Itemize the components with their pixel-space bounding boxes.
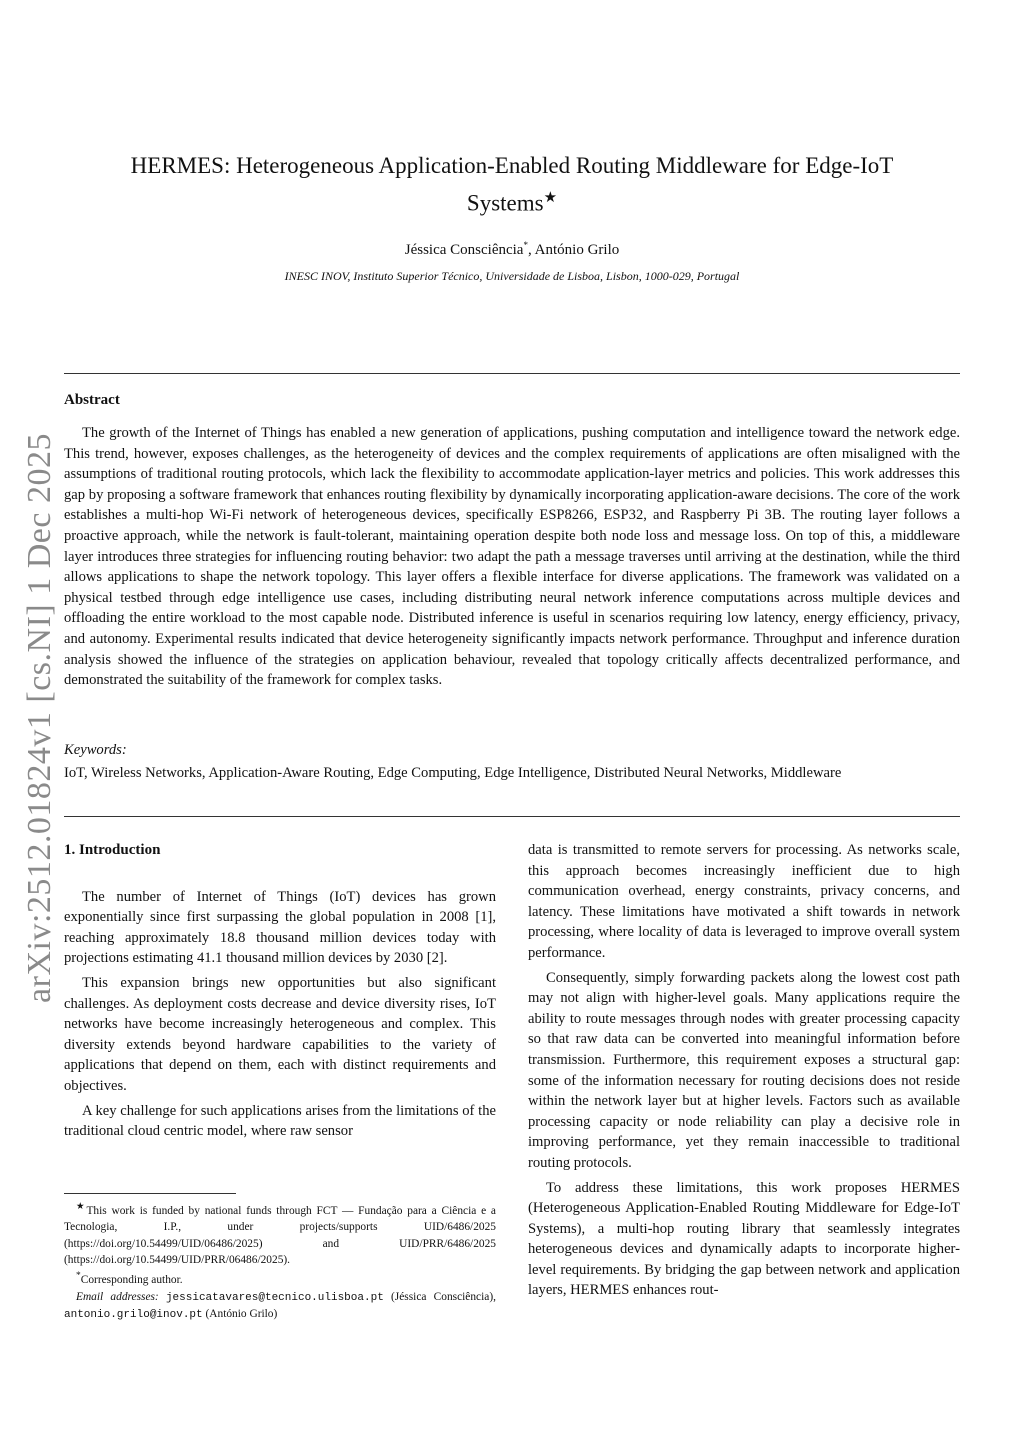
affiliation: INESC INOV, Instituto Superior Técnico, Universidade de Lisboa, Lisbon, 1000-029, Portugal bbox=[284, 269, 740, 283]
intro-paragraph-3: A key challenge for such applications arises from the limitations of the traditional cloud centric model, where raw sensor bbox=[64, 1102, 496, 1140]
email-2-name: (António Grilo) bbox=[205, 1308, 278, 1321]
funding-text: This work is funded by national funds through FCT — Fundação para a Ciência e a Tecnologia, I.P., under projects/supports UID/6486/2025 (https://doi.org/10.54499/UID/06486/2025) and UID/PRR/6486/2025 (https://doi.org/10.54499/UID/PRR/06486/2025). bbox=[64, 1204, 496, 1267]
intro-paragraph-5: To address these limitations, this work proposes HERMES (Heterogeneous Application-Enabled Routing Middleware for Edge-IoT Systems), a multi-hop routing library that seamlessly integrates heterogeneous devices and dynamically adapts to incorporate higher-level requirements. By bridging the gap between network and application layers, HERMES enhances rout- bbox=[528, 1179, 960, 1299]
email-link-2[interactable]: antonio.grilo@inov.pt bbox=[64, 1309, 203, 1322]
paper-title bbox=[90, 150, 934, 220]
abstract-heading: Abstract bbox=[64, 392, 120, 408]
intro-paragraph-4: Consequently, simply forwarding packets along the lowest cost path may not align with higher-level goals. Many applications require the ability to route messages through nodes with greater processing capacity so that raw data can be converted into meaningful information before transmission. Furthermore, this requirement exposes a structural gap: some of the information necessary for routing decisions does not reside within the network layer but at higher levels. Factors such as available processing capacity or node reliability can play a decisive role in improving performance, yet they remain inaccessible to traditional routing protocols. bbox=[528, 969, 960, 1171]
intro-paragraph-3-continued: data is transmitted to remote servers for processing. As networks scale, this approach becomes increasingly inefficient due to high communication overhead, energy constraints, privacy concerns, and latency. These limitations have motivated a shift towards in network processing, where locality of data is leveraged to improve overall system performance. bbox=[528, 842, 960, 961]
author-list bbox=[64, 240, 960, 259]
corresponding-footnote-mark: * bbox=[76, 1271, 81, 1282]
title-line-1: HERMES: Heterogeneous Application-Enabled Routing Middleware for Edge-IoT bbox=[130, 153, 894, 178]
footnote-rule bbox=[64, 1193, 236, 1194]
left-column bbox=[64, 840, 496, 1146]
author-separator: , bbox=[527, 242, 535, 258]
title-line-2-text: Systems bbox=[466, 190, 544, 216]
abstract-top-rule bbox=[64, 373, 960, 374]
corresponding-text: Corresponding author. bbox=[80, 1274, 183, 1287]
funding-footnote-mark: ★ bbox=[76, 1202, 87, 1212]
arxiv-identifier-stamp: arXiv:2512.01824v1 [cs.NI] 1 Dec 2025 bbox=[21, 433, 58, 1003]
author-1: Jéssica Consciência bbox=[404, 242, 524, 258]
email-label: Email addresses: bbox=[76, 1290, 159, 1303]
keywords-text: IoT, Wireless Networks, Application-Aware Routing, Edge Computing, Edge Intelligence, Distributed Neural Networks, Middleware bbox=[64, 765, 842, 781]
footnotes bbox=[64, 1199, 496, 1323]
footnote-emails bbox=[64, 1289, 496, 1324]
footnote-funding bbox=[64, 1199, 496, 1268]
abstract-text: The growth of the Internet of Things has enabled a new generation of applications, pushing computation and intelligence toward the network edge. This trend, however, exposes challenges, as the heterogeneity of devices and the complex requirements of applications are often misaligned with the assumptions of traditional routing protocols, which lack the flexibility to accommodate application-layer metrics and policies. This work addresses this gap by proposing a software framework that enhances routing flexibility by dynamically incorporating application-aware decisions. The core of the work establishes a multi-hop Wi-Fi network of heterogeneous devices, specifically ESP8266, ESP32, and Raspberry Pi 3B. The routing layer follows a proactive approach, while the network is fault-tolerant, maintaining operation despite both node loss and message loss. On top of this, a middleware layer introduces three strategies for influencing routing behavior: two adapt the path a message traverses until arriving at the destination, while the third allows applications to shape the network topology. This layer offers a flexible interface for diverse applications. The framework was validated on a physical testbed through edge intelligence use cases, including distributing neural network inference computations across multiple devices and offloading the entire workload to the most capable node. Distributed inference is useful in scenarios requiring low latency, energy efficiency, privacy, and autonomy. Experimental results indicated that device heterogeneity significantly impacts network performance. Throughput and inference duration analysis showed the influence of the strategies on application behaviour, revealed that topology critically affects decentralized performance, and demonstrated the suitability of the framework for complex tasks. bbox=[64, 425, 960, 689]
intro-paragraph-1: The number of Internet of Things (IoT) devices has grown exponentially since first surpassing the global population in 2008 [1], reaching approximately 18.8 thousand million devices today with projections estimating 41.1 thousand million devices by 2030 [2]. bbox=[64, 888, 496, 967]
title-line-2 bbox=[90, 182, 934, 220]
keywords-label: Keywords: bbox=[64, 742, 127, 758]
abstract-bottom-rule bbox=[64, 816, 960, 817]
footnote-corresponding bbox=[64, 1268, 496, 1288]
email-1-name: (Jéssica Consciência), bbox=[391, 1290, 496, 1303]
title-footnote-mark: ★ bbox=[543, 190, 558, 206]
author-2: António Grilo bbox=[534, 242, 620, 258]
corresponding-author-mark: * bbox=[523, 240, 528, 250]
intro-paragraph-2: This expansion brings new opportunities but also significant challenges. As deployment costs decrease and device diversity rises, IoT networks have become increasingly heterogeneous and complex. This diversity extends beyond hardware capabilities to the variety of applications that depend on them, each with distinct requirements and objectives. bbox=[64, 974, 496, 1094]
right-column bbox=[528, 840, 960, 1305]
section-heading-introduction: 1. Introduction bbox=[64, 842, 161, 858]
email-link-1[interactable]: jessicatavares@tecnico.ulisboa.pt bbox=[165, 1291, 384, 1304]
